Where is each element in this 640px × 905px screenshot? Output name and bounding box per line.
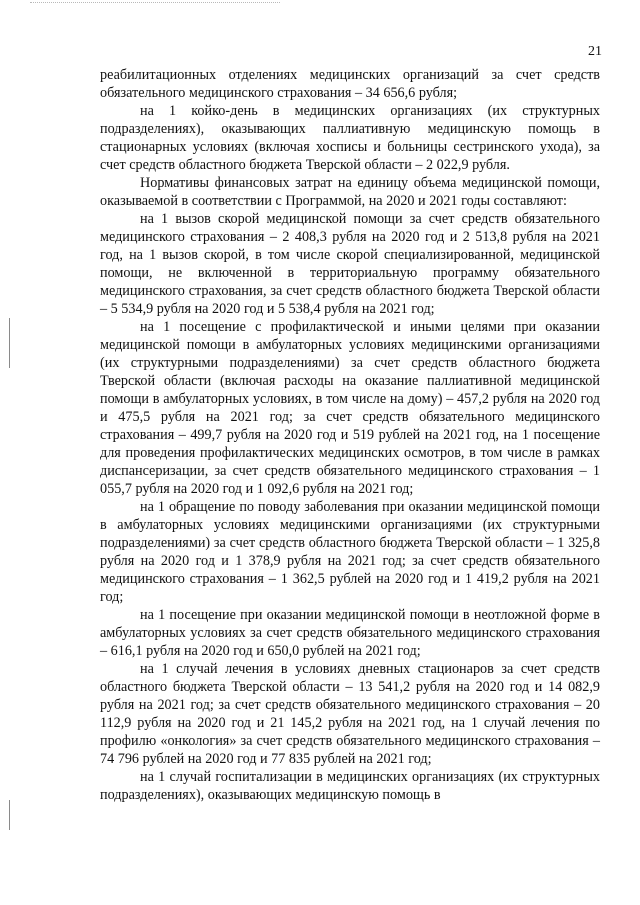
paragraph: реабилитационных отделениях медицинских организаций за счет средств обязательного медицинского страхования – 34 656,6 рубля; [100, 67, 600, 101]
margin-mark [9, 800, 10, 830]
paragraph: на 1 посещение с профилактической и иными целями при оказании медицинской помощи в амбулаторных условиях медицинскими организациями (их структурными подразделениями) за счет средств областного бюджета Тверской области (включая расходы на оказание паллиативной медицинской помощи в амбулаторных условиях, в том числе на дому) – 457,2 рубля на 2020 год и 475,5 рубля на 2021 год; за счет средств обязательного медицинского страхования – 499,7 рубля на 2020 год и 519 рублей на 2021 год, на 1 посещение для проведения профилактических медицинских осмотров, в том числе в рамках диспансеризации, за счет средств обязательного медицинского страхования – 1 055,7 рубля на 2020 год и 1 092,6 рубля на 2021 год; [100, 319, 600, 497]
paragraph: на 1 случай лечения в условиях дневных стационаров за счет средств областного бюджета Тверской области – 13 541,2 рубля на 2020 год и 14 082,9 рубля на 2021 год; за счет средств обязательного медицинского страхования – 20 112,9 рубля на 2020 год и 21 145,2 рубля на 2021 год, на 1 случай лечения по профилю «онкология» за счет средств обязательного медицинского страхования – 74 796 рублей на 2020 год и 77 835 рублей на 2021 год; [100, 661, 600, 767]
paragraph: на 1 вызов скорой медицинской помощи за счет средств обязательного медицинского страхования – 2 408,3 рубля на 2020 год и 2 513,8 рубля на 2021 год, на 1 вызов скорой, в том числе скорой специализированной, медицинской помощи, не включенной в территориальную программу обязательного медицинского страхования, за счет средств областного бюджета Тверской области – 5 534,9 рубля на 2020 год и 5 538,4 рубля на 2021 год; [100, 211, 600, 317]
paragraph: на 1 случай госпитализации в медицинских организациях (их структурных подразделениях), оказывающих медицинскую помощь в [100, 769, 600, 803]
paragraph: на 1 посещение при оказании медицинской помощи в неотложной форме в амбулаторных условиях за счет средств обязательного медицинского страхования – 616,1 рубля на 2020 год и 650,0 рублей на 2021 год; [100, 607, 600, 659]
page-number: 21 [588, 44, 602, 59]
paragraph: Нормативы финансовых затрат на единицу объема медицинской помощи, оказываемой в соответствии с Программой, на 2020 и 2021 годы составляют: [100, 175, 600, 209]
paragraph: на 1 обращение по поводу заболевания при оказании медицинской помощи в амбулаторных условиях медицинскими организациями (их структурными подразделениями) за счет средств областного бюджета Тверской области – 1 325,8 рубля на 2020 год и 1 378,9 рубля на 2021 год; за счет средств обязательного медицинского страхования – 1 362,5 рублей на 2020 год и 1 419,2 рубля на 2021 год; [100, 499, 600, 605]
scan-edge-artifact [30, 2, 280, 4]
document-body [100, 66, 600, 804]
paragraph: на 1 койко-день в медицинских организациях (их структурных подразделениях), оказывающих паллиативную медицинскую помощь в стационарных условиях (включая хосписы и больницы сестринского ухода), за счет средств областного бюджета Тверской области – 2 022,9 рубля. [100, 103, 600, 173]
margin-mark [9, 318, 10, 368]
